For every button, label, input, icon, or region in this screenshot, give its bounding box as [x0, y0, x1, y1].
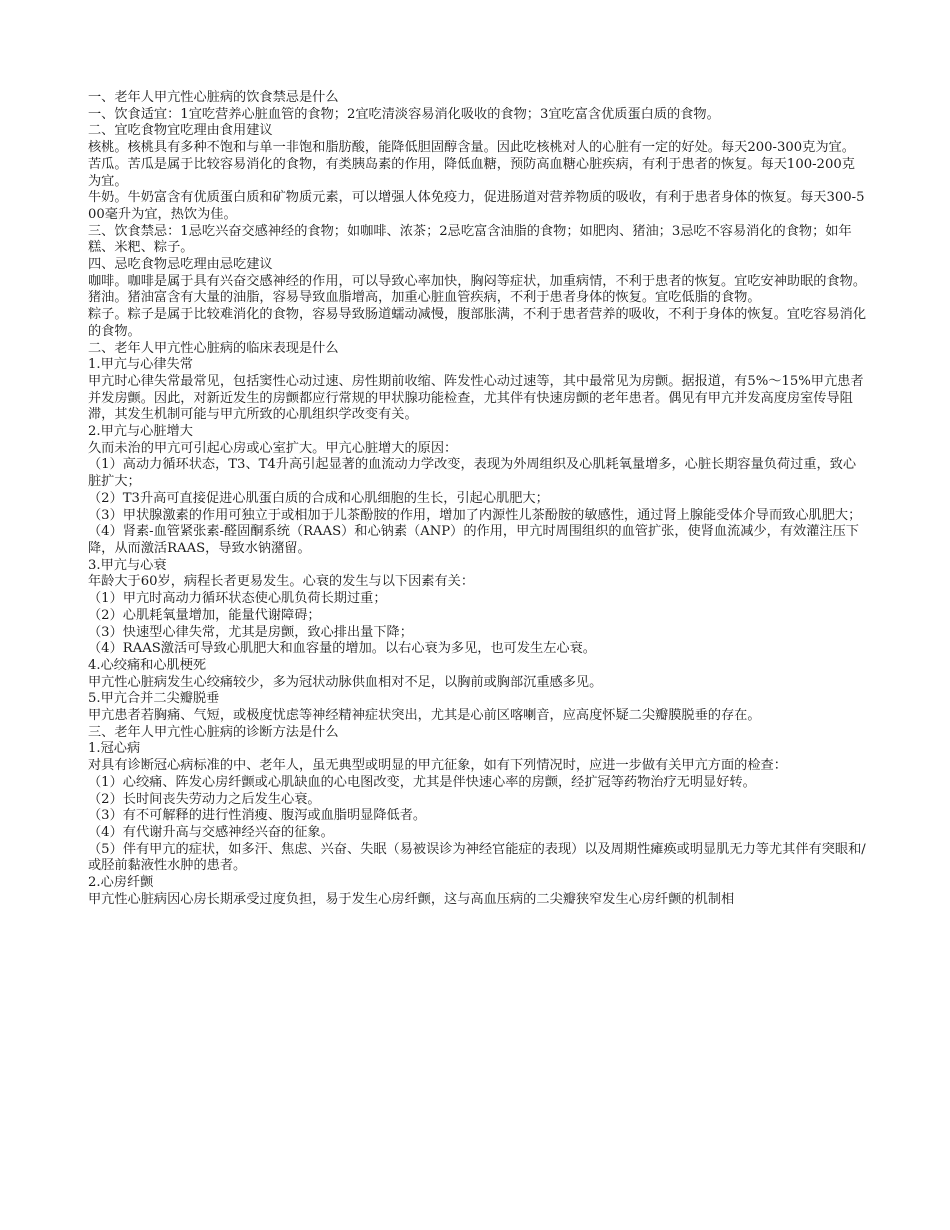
list-item: （1）高动力循环状态，T3、T4升高引起显著的血流动力学改变，表现为外周组织及心肌耗氧量增多，心脏长期容量负荷过重，致心脏扩大；	[88, 457, 857, 490]
section-heading: 二、宜吃食物宜吃理由食用建议	[88, 123, 273, 139]
list-item: （1）甲亢时高动力循环状态使心肌负荷长期过重；	[88, 591, 387, 607]
list-item: （4）RAAS激活可导致心肌肥大和血容量的增加。以右心衰为多见，也可发生左心衰。	[88, 641, 596, 657]
paragraph: 甲亢时心律失常最常见，包括窦性心动过速、房性期前收缩、阵发性心动过速等，其中最常见为房颤。据报道，有5%～15%甲亢患者并发房颤。因此，对新近发生的房颤都应行常规的甲状腺功能检查，尤其伴有快速房颤的老年患者。偶见有甲亢并发高度房室传导阻滞，其发生机制可能与甲亢所致的心肌组织学改变有关。	[88, 373, 864, 423]
list-item: （4）有代谢升高与交感神经兴奋的征象。	[88, 824, 334, 840]
section-heading: 三、老年人甲亢性心脏病的诊断方法是什么	[88, 724, 339, 740]
paragraph: 核桃。核桃具有多种不饱和与单一非饱和脂肪酸，能降低胆固醇含量。因此吃核桃对人的心脏有一定的好处。每天200-300克为宜。	[88, 140, 855, 156]
paragraph: 年龄大于60岁，病程长者更易发生。心衰的发生与以下因素有关：	[88, 574, 475, 590]
paragraph: 对具有诊断冠心病标准的中、老年人，虽无典型或明显的甲亢征象，如有下列情况时，应进一步做有关甲亢方面的检查：	[88, 758, 787, 774]
subheading: 2.甲亢与心脏增大	[88, 424, 193, 440]
document-body	[88, 90, 868, 908]
list-item: （3）有不可解释的进行性消瘦、腹泻或血脂明显降低者。	[88, 808, 427, 824]
list-item: （2）T3升高可直接促进心肌蛋白质的合成和心肌细胞的生长，引起心肌肥大；	[88, 490, 549, 506]
subheading: 1.冠心病	[88, 741, 141, 757]
list-item: （5）伴有甲亢的症状，如多汗、焦虑、兴奋、失眠（易被误诊为神经官能症的表现）以及周期性瘫痪或明显肌无力等尤其伴有突眼和/或胫前黏液性水肿的患者。	[88, 841, 866, 874]
subheading: 1.甲亢与心律失常	[88, 357, 193, 373]
paragraph: 甲亢患者若胸痛、气短，或极度忧虑等神经精神症状突出，尤其是心前区喀喇音，应高度怀疑二尖瓣膜脱垂的存在。	[88, 708, 761, 724]
paragraph: 猪油。猪油富含有大量的油脂，容易导致血脂增高，加重心脏血管疾病，不利于患者身体的恢复。宜吃低脂的食物。	[88, 290, 761, 306]
section-heading: 一、老年人甲亢性心脏病的饮食禁忌是什么	[88, 90, 339, 105]
paragraph: 甲亢性心脏病因心房长期承受过度负担，易于发生心房纤颤，这与高血压病的二尖瓣狭窄发生心房纤颤的机制相	[88, 891, 735, 907]
subheading: 3.甲亢与心衰	[88, 557, 167, 573]
paragraph: 粽子。粽子是属于比较难消化的食物，容易导致肠道蠕动减慢，腹部胀满，不利于患者营养的吸收，不利于身体的恢复。宜吃容易消化的食物。	[88, 307, 867, 339]
list-item: （2）心肌耗氧量增加，能量代谢障碍；	[88, 607, 321, 623]
list-item: （1）心绞痛、阵发心房纤颤或心肌缺血的心电图改变，尤其是伴快速心率的房颤，经扩冠等药物治疗无明显好转。	[88, 774, 756, 790]
list-item: （3）甲状腺激素的作用可独立于或相加于儿茶酚胺的作用，增加了内源性儿茶酚胺的敏感性，通过肾上腺能受体介导而致心肌肥大；	[88, 507, 862, 523]
list-item: （2）长时间丧失劳动力之后发生心衰。	[88, 791, 321, 807]
paragraph: 牛奶。牛奶富含有优质蛋白质和矿物质元素，可以增强人体免疫力，促进肠道对营养物质的吸收，有利于患者身体的恢复。每天300-500毫升为宜，热饮为佳。	[88, 190, 865, 222]
paragraph: 久而未治的甲亢可引起心房或心室扩大。甲亢心脏增大的原因：	[88, 440, 458, 456]
section-heading: 四、忌吃食物忌吃理由忌吃建议	[88, 257, 273, 273]
paragraph: 甲亢性心脏病发生心绞痛较少，多为冠状动脉供血相对不足，以胸前或胸部沉重感多见。	[88, 674, 603, 690]
list-item: （3）快速型心律失常，尤其是房颤，致心排出量下降；	[88, 624, 413, 640]
list-item: （4）肾素-血管紧张素-醛固酮系统（RAAS）和心钠素（ANP）的作用，甲亢时周围组织的血管扩张，使肾血流减少，有效灌注压下降，从而激活RAAS，导致水钠潴留。	[88, 524, 859, 556]
paragraph: 三、饮食禁忌：1忌吃兴奋交感神经的食物；如咖啡、浓茶；2忌吃富含油脂的食物；如肥肉、猪油；3忌吃不容易消化的食物；如年糕、米粑、粽子。	[88, 223, 852, 256]
subheading: 2.心房纤颤	[88, 875, 154, 891]
section-heading: 二、老年人甲亢性心脏病的临床表现是什么	[88, 340, 339, 356]
paragraph: 一、饮食适宜：1宜吃营养心脏血管的食物；2宜吃清淡容易消化吸收的食物；3宜吃富含优质蛋白质的食物。	[88, 106, 720, 122]
paragraph: 苦瓜。苦瓜是属于比较容易消化的食物，有类胰岛素的作用，降低血糖，预防高血糖心脏疾病，有利于患者的恢复。每天100-200克为宜。	[88, 156, 855, 189]
subheading: 4.心绞痛和心肌梗死	[88, 657, 207, 673]
subheading: 5.甲亢合并二尖瓣脱垂	[88, 691, 220, 707]
paragraph: 咖啡。咖啡是属于具有兴奋交感神经的作用，可以导致心率加快，胸闷等症状，加重病情，不利于患者的恢复。宜吃安神助眠的食物。	[88, 273, 867, 289]
